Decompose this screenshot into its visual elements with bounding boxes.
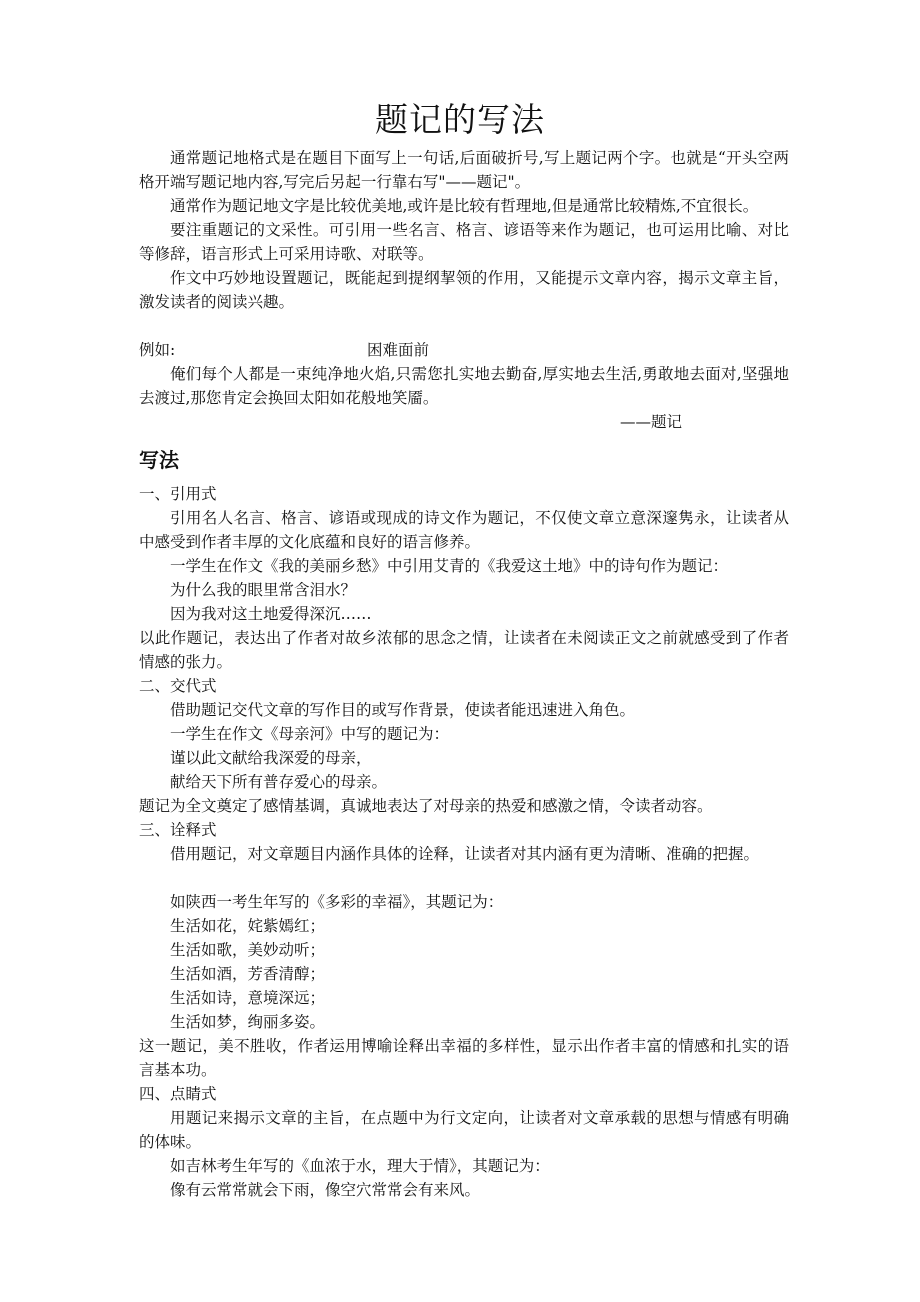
quote-line: 献给天下所有普存爱心的母亲。 [170, 773, 388, 791]
example-label: 例如: [139, 341, 176, 359]
method-description: 用题记来揭示文章的主旨，在点题中为行文定向，让读者对文章承载的思想与情感有明确的体味。 [139, 1109, 789, 1151]
method-heading: 四、点睛式 [139, 1085, 217, 1103]
method-comment: 这一题记，美不胜收，作者运用博喻诠释出幸福的多样性，显示出作者丰富的情感和扎实的语言基本功。 [139, 1037, 789, 1079]
method-comment: 以此作题记，表达出了作者对故乡浓郁的思念之情，让读者在未阅读正文之前就感受到了作者情感的张力。 [139, 629, 789, 671]
method-example: 一学生在作文《我的美丽乡愁》中引用艾青的《我爱这土地》中的诗句作为题记： [170, 557, 729, 575]
method-description: 引用名人名言、格言、谚语或现成的诗文作为题记，不仅使文章立意深邃隽永，让读者从中感受到作者丰厚的文化底蕴和良好的语言修养。 [139, 509, 789, 551]
page-title: 题记的写法 [375, 100, 545, 139]
quote-line: 生活如酒，芳香清醇； [170, 965, 326, 983]
method-heading: 一、引用式 [139, 485, 217, 503]
intro-paragraph: 作文中巧妙地设置题记，既能起到提纲挈领的作用，又能提示文章内容，揭示文章主旨，激发读者的阅读兴趣。 [139, 269, 789, 311]
intro-paragraph: 要注重题记的文采性。可引用一些名言、格言、谚语等来作为题记，也可运用比喻、对比等修辞，语言形式上可采用诗歌、对联等。 [139, 221, 789, 263]
quote-line: 为什么我的眼里常含泪水？ [170, 581, 357, 599]
method-example: 一学生在作文《母亲河》中写的题记为： [170, 725, 450, 743]
quote-line: 生活如歌，美妙动听； [170, 941, 326, 959]
method-example: 如吉林考生年写的《血浓于水，理大于情》，其题记为： [170, 1157, 550, 1175]
quote-line: 谨以此文献给我深爱的母亲， [170, 749, 372, 767]
method-description: 借助题记交代文章的写作目的或写作背景，使读者能迅速进入角色。 [170, 701, 636, 719]
quote-line: 像有云常常就会下雨，像空穴常常会有来风。 [170, 1181, 481, 1199]
method-comment: 题记为全文奠定了感情基调，真诚地表达了对母亲的热爱和感激之情，令读者动容。 [139, 797, 713, 815]
example-header [139, 338, 789, 362]
section-title: 写法 [139, 448, 179, 472]
method-heading: 二、交代式 [139, 677, 217, 695]
quote-line: 因为我对这土地爱得深沉…… [170, 605, 372, 623]
example-title: 困难面前 [367, 341, 430, 359]
methods-section [139, 482, 789, 1202]
quote-line: 生活如梦，绚丽多姿。 [170, 1013, 326, 1031]
example-paragraph: 俺们每个人都是一束纯净地火焰,只需您扎实地去勤奋,厚实地去生活,勇敢地去面对,坚强地去渡过,那您肯定会换回太阳如花般地笑靥。 [139, 365, 789, 407]
method-description: 借用题记，对文章题目内涵作具体的诠释，让读者对其内涵有更为清晰、准确的把握。 [170, 845, 760, 863]
method-heading: 三、诠释式 [139, 821, 217, 839]
intro-paragraph: 通常作为题记地文字是比较优美地,或许是比较有哲理地,但是通常比较精炼,不宜很长。 [170, 197, 759, 215]
quote-line: 生活如花，姹紫嫣红； [170, 917, 326, 935]
quote-line: 生活如诗，意境深远； [170, 989, 326, 1007]
intro-section [139, 146, 789, 314]
example-signature: ——题记 [620, 413, 683, 431]
example-body [139, 362, 789, 410]
intro-paragraph: 通常题记地格式是在题目下面写上一句话,后面破折号,写上题记两个字。也就是“开头空两格开端写题记地内容,写完后另起一行靠右写"——题记"。 [139, 149, 789, 191]
method-example: 如陕西一考生年写的《多彩的幸福》，其题记为： [170, 893, 504, 911]
